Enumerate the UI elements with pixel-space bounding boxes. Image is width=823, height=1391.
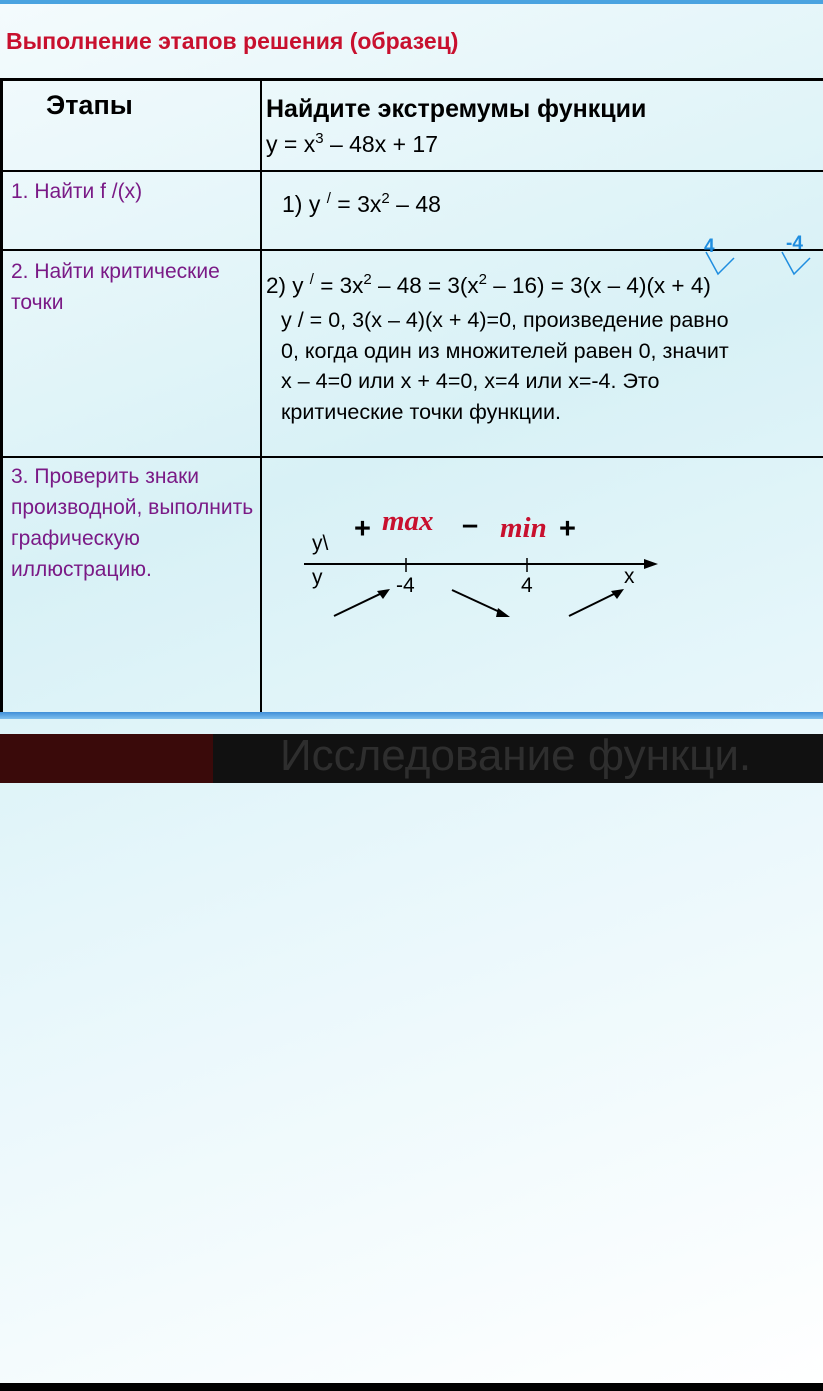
top-accent-line	[0, 0, 823, 4]
sign-plus-right: +	[559, 513, 576, 545]
max-label: max	[382, 505, 434, 537]
step-2-factorization: 2) y $^/ = 3x^2 - 48 = 3(x^2 - 16) = 3(x - 4)(x + 4)$	[266, 271, 711, 298]
x-axis-label: x	[624, 565, 635, 588]
column-header-task: Найдите экстремумы функции	[266, 95, 647, 123]
sign-minus: –	[462, 509, 479, 541]
explanation-line: y / = 0, 3(x – 4)(x + 4)=0, произведение равно	[281, 308, 729, 332]
task-function: $y = x^3 - 48x + 17$	[266, 130, 439, 157]
banner-text: Исследование функци.	[280, 731, 752, 780]
decrease-arrow	[452, 590, 504, 614]
explanation-line: 0, когда один из множителей равен 0, значит	[281, 338, 729, 363]
explanation-line: критические точки функции.	[281, 399, 561, 424]
step-1-label: 1. Найти f /(x)	[11, 180, 143, 203]
table-row-divider	[0, 456, 823, 458]
number-line	[300, 550, 670, 630]
y-prime-label: y\	[312, 532, 329, 555]
slide-title: Выполнение этапов решения (образец)	[6, 28, 459, 54]
tick-label-4: 4	[521, 574, 533, 597]
root-mark-minus-4: -4	[786, 233, 803, 254]
video-title-banner	[0, 731, 823, 783]
root-mark-ticks	[690, 240, 823, 288]
banner-thumbnail	[0, 734, 213, 783]
min-label: min	[500, 512, 547, 544]
column-header-stages: Этапы	[46, 90, 133, 120]
table-bottom-bar	[0, 712, 823, 719]
increase-arrow-left	[334, 592, 384, 616]
axis-arrow-head	[644, 559, 658, 569]
step-1-answer: 1) y $^/ = 3x^2 - 48$	[282, 190, 441, 217]
y-label: y	[312, 566, 323, 589]
step-3-label: 3. Проверить знаки производной, выполнить графическую иллюстрацию.	[11, 465, 254, 581]
increase-arrow-right	[569, 592, 618, 616]
tick-label-minus-4: -4	[396, 574, 415, 597]
explanation-line: x – 4=0 или x + 4=0, x=4 или x=-4. Это	[281, 369, 660, 393]
bottom-edge-bar	[0, 1383, 823, 1391]
step-2-explanation	[281, 305, 823, 427]
table-column-divider	[260, 78, 262, 714]
step-2-label: 2. Найти критические точки	[11, 260, 220, 314]
sign-plus-left: +	[354, 513, 371, 545]
root-mark-4: 4	[704, 236, 715, 257]
table-row-divider	[0, 170, 823, 172]
